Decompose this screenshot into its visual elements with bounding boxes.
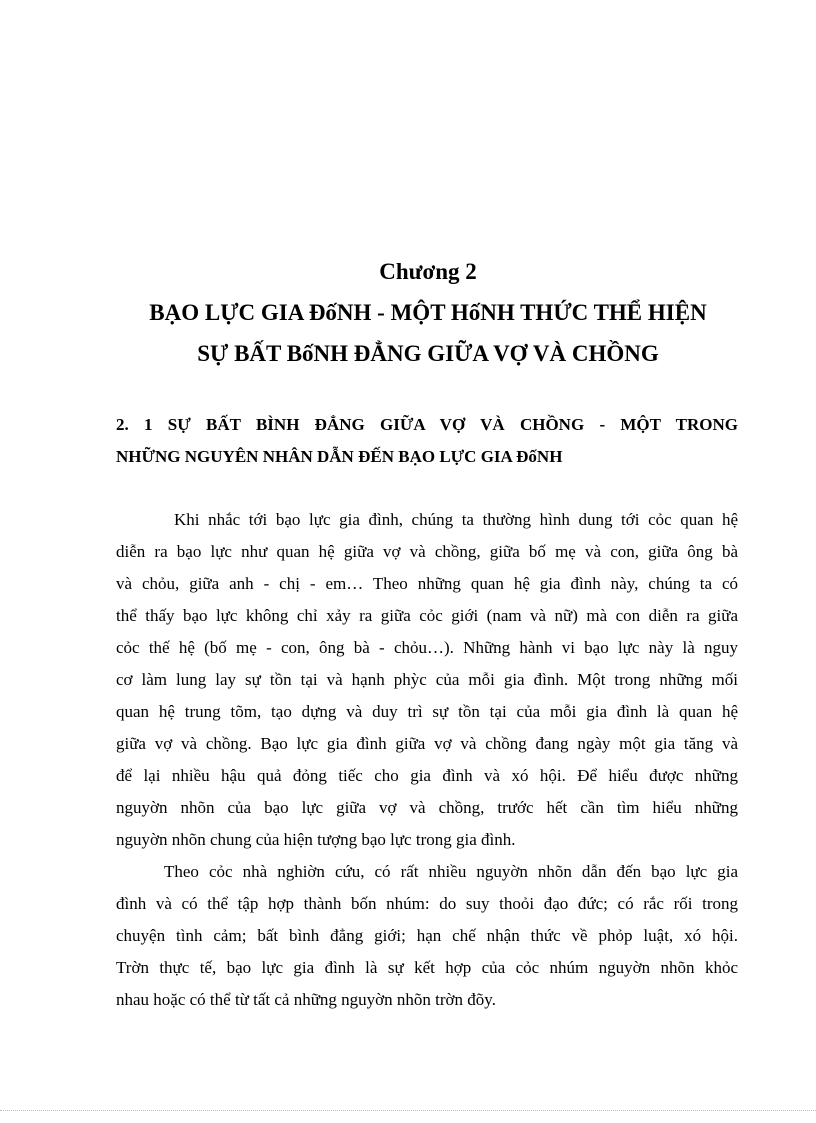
paragraph-2	[116, 856, 738, 1016]
paragraph-line: Theo cỏc nhà nghiờn cứu, có rất nhiều nguyờn nhõn dẫn đến bạo lực gia	[164, 862, 738, 881]
paragraph-line: nguyờn nhõn của bạo lực giữa vợ và chồng, trước hết cần tìm hiểu những	[116, 798, 738, 817]
section-heading-line-1: 2. 1 SỰ BẤT BÌNH ĐẲNG GIỮA VỢ VÀ CHỒNG - MỘT TRONG	[116, 415, 738, 434]
page-bottom-rule	[0, 1110, 816, 1111]
paragraph-1	[116, 504, 738, 856]
paragraph-line: chuyện tình cảm; bất bình đẳng giới; hạn chế nhận thức về phỏp luật, xó hội.	[116, 926, 738, 945]
chapter-header	[90, 252, 766, 374]
paragraph-line: và chỏu, giữa anh - chị - em… Theo những quan hệ gia đình này, chúng ta có	[116, 574, 738, 593]
paragraph-line: quan hệ trung tõm, tạo dựng và duy trì sự tồn tại của mỗi gia đình là quan hệ	[116, 702, 738, 721]
paragraph-line: giữa vợ và chồng. Bạo lực gia đình giữa vợ và chồng đang ngày một gia tăng và	[116, 734, 738, 753]
paragraph-line: Trờn thực tế, bạo lực gia đình là sự kết hợp của cỏc nhúm nguyờn nhõn khỏc	[116, 958, 738, 977]
section-heading-line-2: NHỮNG NGUYÊN NHÂN DẪN ĐẾN BẠO LỰC GIA ĐốNH	[116, 447, 563, 466]
section-heading	[116, 410, 738, 474]
paragraph-line: Khi nhắc tới bạo lực gia đình, chúng ta thường hình dung tới cỏc quan hệ	[174, 510, 738, 529]
paragraph-line: cỏc thế hệ (bố mẹ - con, ông bà - chỏu…). Những hành vi bạo lực này là nguy	[116, 638, 738, 657]
paragraph-line: thể thấy bạo lực không chỉ xảy ra giữa cỏc giới (nam và nữ) mà con diễn ra giữa	[116, 606, 738, 625]
chapter-title-line-1: BẠO LỰC GIA ĐốNH - MỘT HốNH THỨC THỂ HIỆN	[149, 300, 707, 325]
paragraph-line: đình và có thể tập hợp thành bốn nhúm: do suy thoỏi đạo đức; có rắc rối trong	[116, 894, 738, 913]
chapter-number: Chương 2	[379, 259, 477, 284]
paragraph-line: nhau hoặc có thể từ tất cả những nguyờn nhõn trờn đõy.	[116, 990, 496, 1009]
paragraph-line: cơ làm lung lay sự tồn tại và hạnh phỳc của mỗi gia đình. Một trong những mối	[116, 670, 738, 689]
paragraph-line: diễn ra bạo lực như quan hệ giữa vợ và chồng, giữa bố mẹ và con, giữa ông bà	[116, 542, 738, 561]
paragraph-line: để lại nhiều hậu quả đỏng tiếc cho gia đình và xó hội. Để hiểu được những	[116, 766, 738, 785]
chapter-title-line-2: SỰ BẤT BốNH ĐẲNG GIỮA VỢ VÀ CHỒNG	[197, 341, 659, 366]
body-text	[116, 504, 738, 1016]
paragraph-line: nguyờn nhõn chung của hiện tượng bạo lực trong gia đình.	[116, 830, 516, 849]
